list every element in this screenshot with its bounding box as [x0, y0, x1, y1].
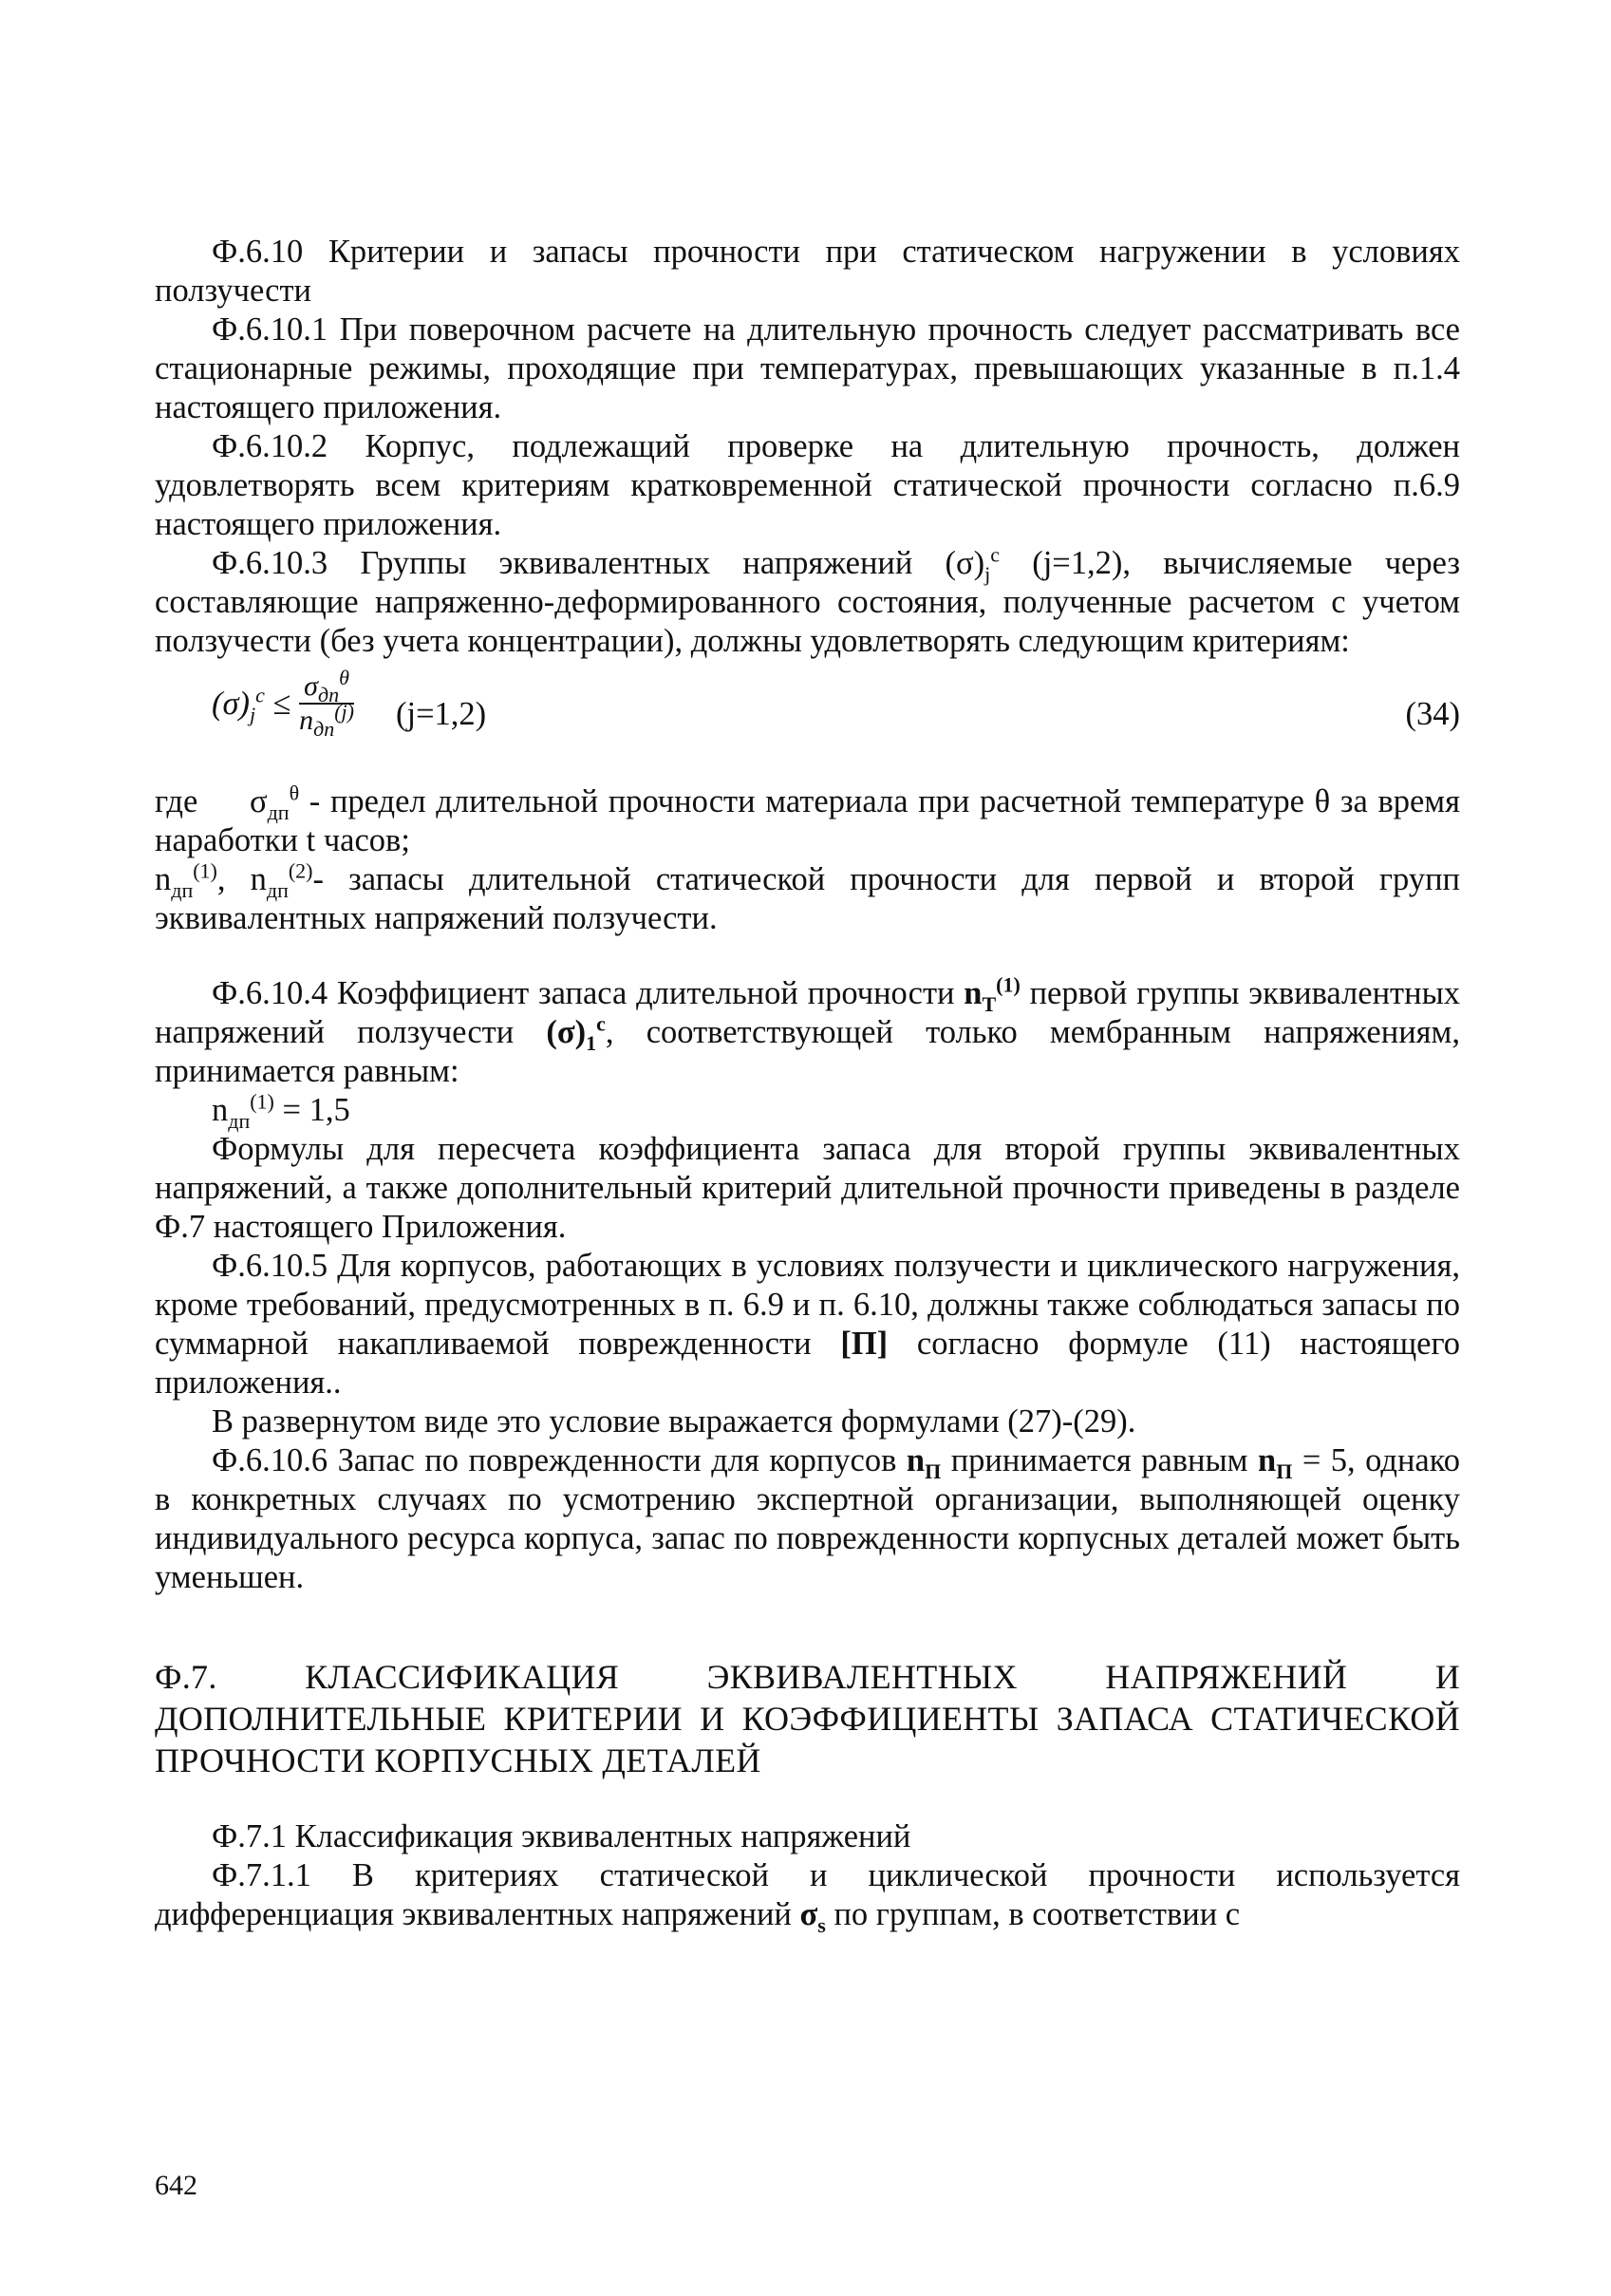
paragraph-6-10-6: Ф.6.10.6 Запас по поврежденности для корпусов $n_П$ принимается равным $n_П = 5$, однако в конкретных случаях по усмотрению экспертной организации, выполняющей оценку индивидуального ресурса корпуса, запас по поврежденности корпусных деталей может быть уменьшен. — [155, 1442, 1460, 1595]
paragraph-6-10-3: Ф.6.10.3 Группы эквивалентных напряжений $(\sigma)_j^c$ (j=1,2), вычисляемые через составляющие напряженно-деформированного состояния, полученные расчетом с учетом ползучести (без учета концентрации), должны удовлетворять следующим критериям: — [155, 542, 1460, 659]
formula-condition: (j=1,2) — [396, 696, 487, 732]
page-content — [155, 233, 1461, 1937]
equation-n-dp-1: $n_{дп}^{(1)} = 1,5$ — [212, 1089, 350, 1133]
paragraph-6-10-2: Ф.6.10.2 Корпус, подлежащий проверке на длительную прочность, должен удовлетворять всем критериям кратковременной статической прочности согласно п.6.9 настоящего приложения. — [155, 428, 1460, 542]
paragraph-6-10-5-expanded: В развернутом виде это условие выражается формулами (27)-(29). — [212, 1403, 1136, 1440]
paragraph-6-10-4-formulas: Формулы для пересчета коэффициента запаса для второй группы эквивалентных напряжений, а также дополнительный критерий длительной прочности приведены в разделе Ф.7 настоящего Приложения. — [155, 1131, 1460, 1245]
section-heading-7: Ф.7. КЛАССИФИКАЦИЯ ЭКВИВАЛЕНТНЫХ НАПРЯЖЕНИЙ И ДОПОЛНИТЕЛЬНЫЕ КРИТЕРИИ И КОЭФФИЦИЕНТЫ ЗАПАСА СТАТИЧЕСКОЙ ПРОЧНОСТИ КОРПУСНЫХ ДЕТАЛЕЙ — [155, 1658, 1460, 1779]
paragraph-6-10-1: Ф.6.10.1 При поверочном расчете на длительную прочность следует рассматривать все стационарные режимы, проходящие при температурах, превышающих указанные в п.1.4 настоящего приложения. — [155, 311, 1460, 425]
formula-34 — [155, 661, 1460, 782]
formula-fraction — [299, 666, 354, 741]
section-title-6-10: Ф.6.10 Критерии и запасы прочности при статическом нагружении в условиях ползучести — [155, 234, 1460, 309]
page-number: 642 — [155, 2170, 197, 2201]
formula-denominator: $n_{дп}^{(j)}$ — [299, 700, 354, 741]
where-definition-1: где $\sigma_{дп}^\theta$ - предел длительной прочности материала при расчетной температуре θ за время наработки t часов; — [155, 781, 1460, 858]
formula-lhs: $(\sigma)_j^c$ — [212, 683, 265, 726]
equation-number: (34) — [1405, 696, 1460, 732]
formula-leq: ≤ — [272, 685, 291, 722]
where-definition-2: $n_{дп}^{(1)}$, $n_{дп}^{(2)}-$ запасы длительной статической прочности для первой и второй групп эквивалентных напряжений ползучести. — [155, 858, 1461, 936]
paragraph-6-10-5: Ф.6.10.5 Для корпусов, работающих в условиях ползучести и циклического нагружения, кроме требований, предусмотренных в п. 6.9 и п. 6.10, должны также соблюдаться запасы по суммарной накапливаемой поврежденности [П] согласно формуле (11) настоящего приложения.. — [155, 1248, 1460, 1401]
paragraph-6-10-4: Ф.6.10.4 Коэффициент запаса длительной прочности $n_T^{(1)}$ первой группы эквивалентных напряжений ползучести $(\sigma)_1^c$, соответствующей только мембранным напряжениям, принимается равным: — [155, 972, 1460, 1089]
paragraph-7-1-1: Ф.7.1.1 В критериях статической и циклической прочности используется дифференциация эквивалентных напряжений $\sigma_s$ по группам, в соответствии с — [155, 1857, 1460, 1937]
subsection-title-7-1: Ф.7.1 Классификация эквивалентных напряжений — [212, 1818, 911, 1854]
formula-expression — [212, 666, 354, 741]
formula-numerator: $\sigma_{дп}^\theta$ — [299, 670, 354, 705]
